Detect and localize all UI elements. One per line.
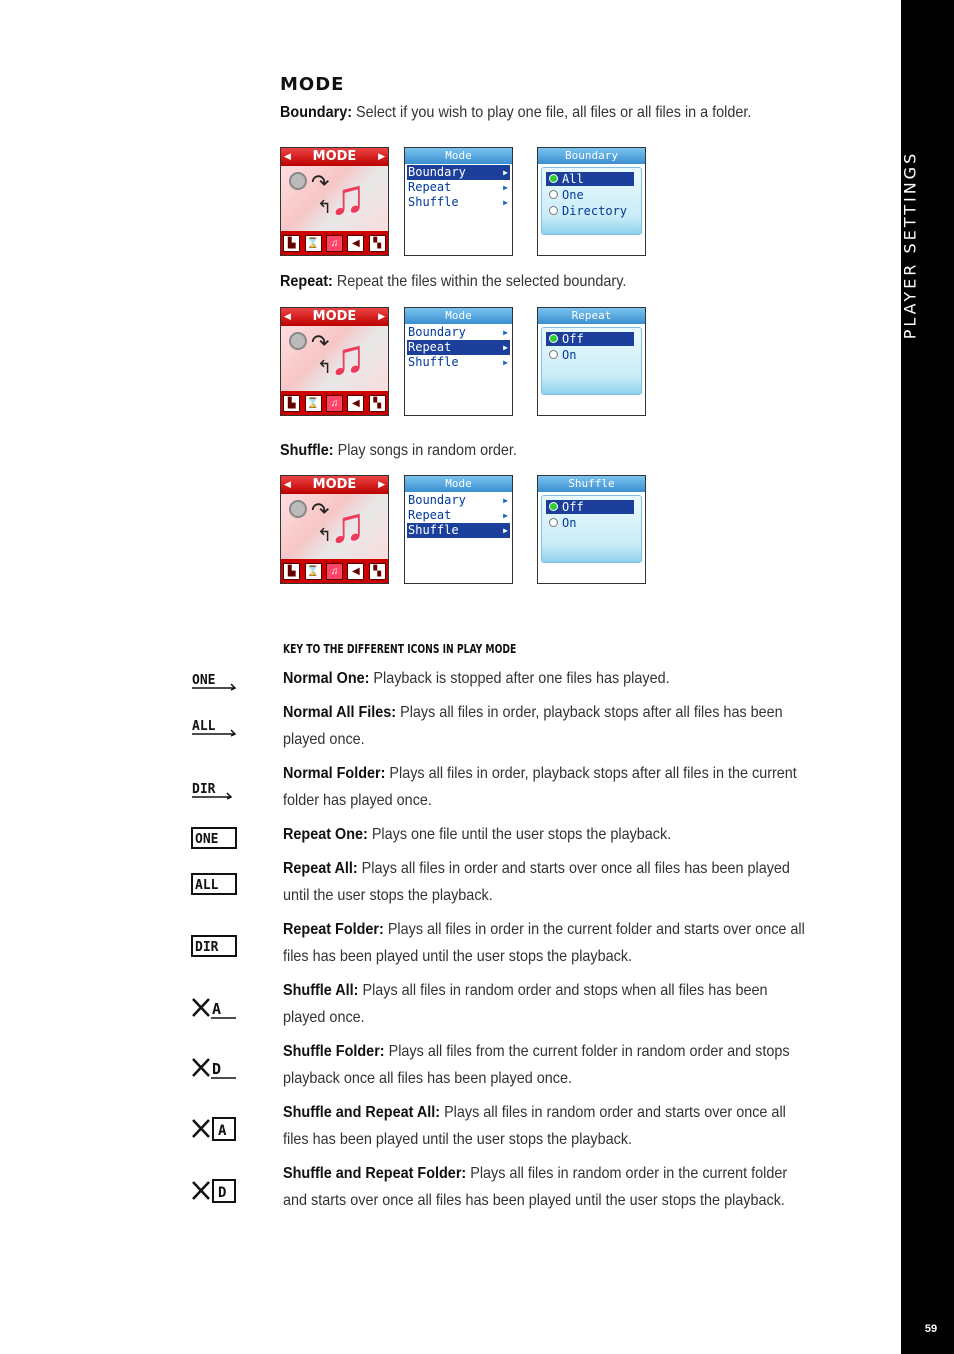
mode-screen-boundary — [280, 147, 389, 256]
key-text: Playback is stopped after one files has played. — [369, 670, 670, 687]
key-label: Shuffle and Repeat All: — [283, 1104, 441, 1121]
music-mode-icon: ♫ — [326, 395, 343, 412]
icon-label: ALL — [195, 878, 219, 893]
shuffle-repeat-folder-icon — [191, 1178, 237, 1200]
arrow-right-icon: ▶ — [503, 343, 508, 352]
repeat-arrow-icon: ↷ — [311, 170, 330, 195]
shuffle-title: Shuffle — [538, 476, 645, 492]
key-text: Plays all files in order, playback stops after all files in the current folder has played once. — [283, 765, 797, 809]
menu-title: Mode — [405, 476, 512, 492]
music-note-icon: ♫ — [329, 329, 367, 385]
arrow-right-icon: ▶ — [503, 183, 508, 192]
option-one[interactable] — [546, 188, 634, 202]
radio-icon — [549, 334, 558, 343]
shuffle-label: Shuffle: — [280, 442, 334, 459]
music-mode-icon: ♫ — [326, 235, 343, 252]
key-item-repeat-folder — [283, 916, 863, 970]
repeat-arrow-icon: ↷ — [311, 498, 330, 523]
key-item-normal-all — [283, 699, 863, 753]
mode-screen-repeat — [280, 307, 389, 416]
settings-icon: ▚ — [369, 235, 386, 252]
radio-icon — [549, 350, 558, 359]
key-label: Normal Folder: — [283, 765, 386, 782]
settings-icon: ▚ — [369, 395, 386, 412]
arrow-right-icon: ▶ — [503, 358, 508, 367]
options-panel — [541, 495, 642, 563]
left-arrow-icon: ◀ — [284, 152, 291, 162]
option-label: All — [562, 172, 584, 186]
shuffle-repeat-all-icon — [191, 1116, 237, 1138]
arrow-right-icon: ▶ — [503, 526, 508, 535]
repeat-label: Repeat: — [280, 273, 333, 290]
icon-label: A — [212, 1000, 222, 1018]
arrow-right-icon: ▶ — [503, 511, 508, 520]
menu-item-shuffle[interactable] — [407, 355, 510, 370]
hourglass-icon: ⌛ — [305, 235, 322, 252]
right-arrow-icon: ▶ — [378, 480, 385, 490]
music-note-icon: ♫ — [329, 497, 367, 553]
menu-item-boundary[interactable] — [407, 493, 510, 508]
option-label: On — [562, 516, 577, 530]
speaker-icon: ◀ — [347, 395, 364, 412]
key-item-shuffle-all — [283, 977, 863, 1031]
right-arrow-icon: ▶ — [378, 152, 385, 162]
repeat-text: Repeat the files within the selected boundary. — [332, 273, 627, 290]
icon-label: A — [218, 1123, 227, 1139]
key-text: Plays all files from the current folder in random order and stops playback once all files has been played once. — [283, 1043, 790, 1087]
page-number: 59 — [924, 1323, 938, 1335]
menu-title: Mode — [405, 308, 512, 324]
icon-label: DIR — [192, 782, 216, 797]
menu-item-label: Boundary — [408, 325, 466, 339]
radio-icon — [549, 206, 558, 215]
icon-label: D — [218, 1185, 227, 1201]
normal-one-icon — [191, 670, 237, 692]
boundary-title: Boundary — [538, 148, 645, 164]
mode-title: MODE — [312, 477, 357, 492]
normal-folder-icon — [191, 779, 237, 801]
return-arrow-icon: ↰ — [317, 197, 333, 217]
key-label: Shuffle Folder: — [283, 1043, 385, 1060]
menu-item-boundary[interactable] — [407, 165, 510, 180]
repeat-folder-icon — [191, 934, 237, 956]
key-label: Shuffle All: — [283, 982, 359, 999]
arrow-right-icon: ▶ — [503, 198, 508, 207]
repeat-all-icon — [191, 872, 237, 894]
disc-icon — [289, 500, 307, 518]
option-label: Off — [562, 332, 584, 346]
key-label: Repeat One: — [283, 826, 368, 843]
key-text: Plays all files in order and starts over once all files has been played until the user stops the playback. — [283, 860, 790, 904]
key-label: Repeat All: — [283, 860, 358, 877]
boundary-options-screen — [537, 147, 646, 256]
shuffle-all-icon — [191, 996, 237, 1018]
mode-artwork — [281, 166, 388, 232]
mode-title-bar — [281, 308, 388, 326]
return-arrow-icon: ↰ — [317, 357, 333, 377]
shuffle-paragraph — [280, 442, 543, 460]
option-off[interactable] — [546, 500, 634, 514]
hourglass-icon: ⌛ — [305, 563, 322, 580]
folder-icon: ▙ — [283, 563, 300, 580]
key-item-normal-folder — [283, 760, 863, 814]
menu-item-repeat[interactable] — [407, 508, 510, 523]
shuffle-options-screen — [537, 475, 646, 584]
menu-item-label: Shuffle — [408, 195, 459, 209]
option-on[interactable] — [546, 348, 634, 362]
arrow-right-icon: ▶ — [503, 328, 508, 337]
menu-item-label: Repeat — [408, 180, 452, 194]
key-item-repeat-one — [283, 821, 863, 848]
option-on[interactable] — [546, 516, 634, 530]
mode-artwork — [281, 494, 388, 560]
mode-artwork — [281, 326, 388, 392]
music-note-icon: ♫ — [329, 169, 367, 225]
arrow-right-icon: ▶ — [503, 496, 508, 505]
option-label: Off — [562, 500, 584, 514]
radio-icon — [549, 190, 558, 199]
options-panel — [541, 327, 642, 395]
boundary-text: Select if you wish to play one file, all files or all files in a folder. — [352, 104, 752, 121]
icon-label: DIR — [195, 940, 219, 955]
key-label: Normal One: — [283, 670, 370, 687]
icon-label: ONE — [195, 832, 219, 847]
hourglass-icon: ⌛ — [305, 395, 322, 412]
mode-toolbar — [281, 559, 388, 583]
menu-item-label: Shuffle — [408, 523, 459, 537]
radio-icon — [549, 174, 558, 183]
mode-title-bar — [281, 476, 388, 494]
key-item-shuffle-folder — [283, 1038, 863, 1092]
mode-title: MODE — [312, 149, 357, 164]
key-text: Plays all files in random order and stops when all files has been played once. — [283, 982, 768, 1026]
option-label: Directory — [562, 204, 628, 218]
key-item-normal-one — [283, 665, 863, 692]
menu-item-label: Repeat — [408, 508, 452, 522]
icon-label: D — [212, 1060, 222, 1078]
music-mode-icon: ♫ — [326, 563, 343, 580]
section-heading: MODE — [280, 74, 345, 95]
folder-icon: ▙ — [283, 235, 300, 252]
menu-item-shuffle[interactable] — [407, 195, 510, 210]
icon-label: ONE — [192, 673, 216, 688]
radio-icon — [549, 518, 558, 527]
key-text: Plays one file until the user stops the playback. — [367, 826, 672, 843]
menu-screen-shuffle — [404, 475, 513, 584]
mode-title: MODE — [312, 309, 357, 324]
key-text: Plays all files in random order and starts over once all files has been played until the user stops the playback. — [283, 1104, 786, 1148]
repeat-title: Repeat — [538, 308, 645, 324]
shuffle-text: Play songs in random order. — [333, 442, 517, 459]
speaker-icon: ◀ — [347, 563, 364, 580]
mode-title-bar — [281, 148, 388, 166]
boundary-paragraph — [280, 104, 804, 122]
menu-item-label: Boundary — [408, 165, 466, 179]
key-label: Shuffle and Repeat Folder: — [283, 1165, 467, 1182]
menu-item-label: Repeat — [408, 340, 452, 354]
key-item-shuffle-repeat-all — [283, 1099, 863, 1153]
left-arrow-icon: ◀ — [284, 480, 291, 490]
option-off[interactable] — [546, 332, 634, 346]
menu-screen-repeat — [404, 307, 513, 416]
repeat-paragraph — [280, 273, 665, 291]
mode-toolbar — [281, 231, 388, 255]
mode-screen-shuffle — [280, 475, 389, 584]
option-directory[interactable] — [546, 204, 634, 218]
option-all[interactable] — [546, 172, 634, 186]
menu-item-label: Shuffle — [408, 355, 459, 369]
key-heading: KEY TO THE DIFFERENT ICONS IN PLAY MODE — [283, 642, 517, 656]
option-label: One — [562, 188, 584, 202]
return-arrow-icon: ↰ — [317, 525, 333, 545]
mode-toolbar — [281, 391, 388, 415]
key-label: Normal All Files: — [283, 704, 397, 721]
shuffle-folder-icon — [191, 1056, 237, 1078]
right-arrow-icon: ▶ — [378, 312, 385, 322]
menu-item-repeat[interactable] — [407, 180, 510, 195]
disc-icon — [289, 332, 307, 350]
arrow-right-icon: ▶ — [503, 168, 508, 177]
option-label: On — [562, 348, 577, 362]
repeat-arrow-icon: ↷ — [311, 330, 330, 355]
repeat-options-screen — [537, 307, 646, 416]
key-item-shuffle-repeat-folder — [283, 1160, 863, 1214]
menu-screen-boundary — [404, 147, 513, 256]
icon-label: ALL — [192, 719, 216, 734]
menu-item-boundary[interactable] — [407, 325, 510, 340]
menu-item-label: Boundary — [408, 493, 466, 507]
menu-item-repeat[interactable] — [407, 340, 510, 355]
speaker-icon: ◀ — [347, 235, 364, 252]
repeat-one-icon — [191, 826, 237, 848]
folder-icon: ▙ — [283, 395, 300, 412]
menu-item-shuffle[interactable] — [407, 523, 510, 538]
options-panel — [541, 167, 642, 235]
key-label: Repeat Folder: — [283, 921, 384, 938]
key-text: Plays all files in random order in the current folder and starts over once all files has been played until the user stops the playback. — [283, 1165, 788, 1209]
radio-icon — [549, 502, 558, 511]
key-item-repeat-all — [283, 855, 863, 909]
key-text: Plays all files in order, playback stops after all files has been played once. — [283, 704, 783, 748]
normal-all-icon — [191, 716, 237, 738]
settings-icon: ▚ — [369, 563, 386, 580]
disc-icon — [289, 172, 307, 190]
key-text: Plays all files in order in the current folder and starts over once all files has been played until the user stops the playback. — [283, 921, 805, 965]
boundary-label: Boundary: — [280, 104, 352, 121]
left-arrow-icon: ◀ — [284, 312, 291, 322]
menu-title: Mode — [405, 148, 512, 164]
